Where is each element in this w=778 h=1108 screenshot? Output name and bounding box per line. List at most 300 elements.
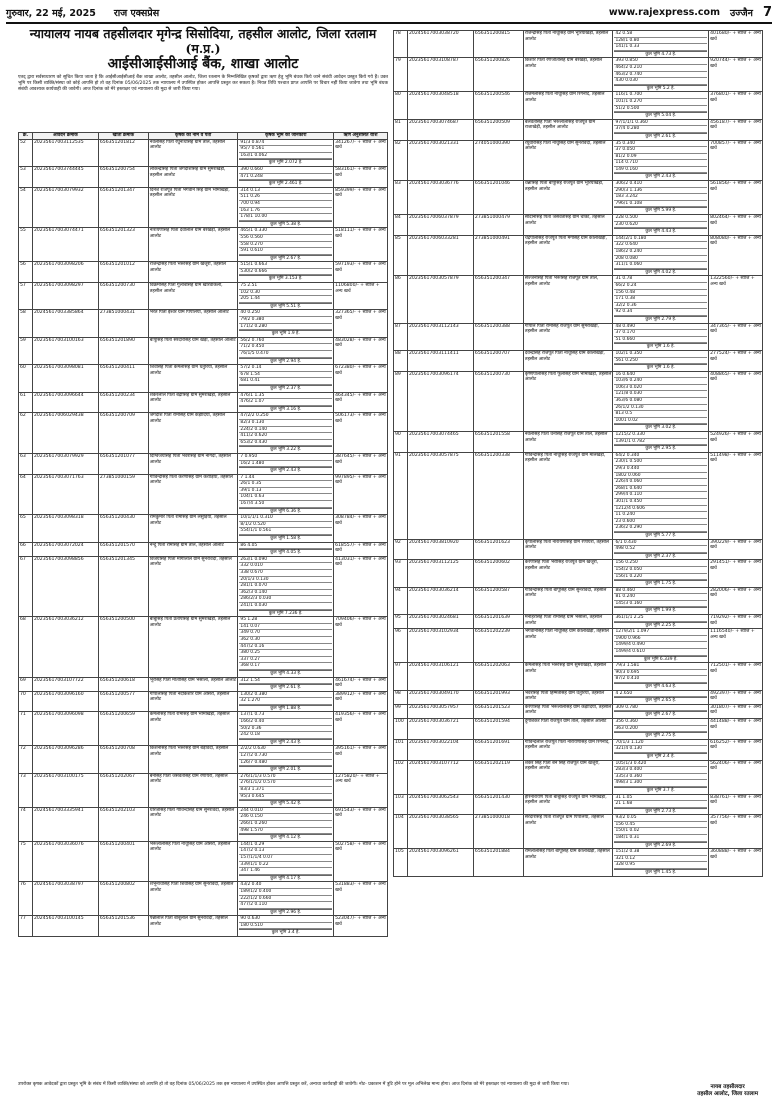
cell-sno: 87: [394, 323, 408, 350]
cell-sno: 70: [19, 691, 33, 712]
cell-land: [613, 587, 709, 614]
land-total: कुल भूमि 4.02 है.: [614, 269, 707, 276]
survey-entry: 163/1 0.062: [239, 152, 332, 159]
cell-name: नन्दु पिता रामसिंह ग्राम ताल, तहसील आलोट: [148, 542, 238, 556]
cell-account: 656351201536: [98, 916, 148, 937]
survey-entry: 76/1/5 0.470: [239, 351, 332, 358]
cell-sno: 66: [19, 542, 33, 556]
land-total: कुल भूमि 5.99 है.: [614, 207, 707, 214]
survey-entry: 82/3 0.130: [239, 419, 332, 426]
land-subtable: [614, 540, 707, 553]
cell-amount: 282006/- + ब्याज + अन्य खर्च: [709, 587, 763, 614]
cell-sno: 89: [394, 371, 408, 431]
land-total: कुल भूमि 3.153 है.: [239, 275, 332, 282]
footer-note: उपरोक्त कृषक आवेदकों द्वारा प्रस्तुत भूमि के संबंध में किसी व्यक्ति/संस्था को आपत्ति हो तो वह दिनांक 05/06/2025 तक इस न्यायालय में उपस्थित होकर आपत्ति प्रस्तुत करें, अन्यथा कार्यवाही की जावेगी। नोट- प्रकाशन में त्रुटि होने पर मूल अभिलेख मान्य होगा। आज दिनांक को मेरे हस्ताक्षर एवं न्यायालय की मुद्रा से जारी किया गया।: [18, 1082, 570, 1087]
notice-subtitle: आईसीआईसीआई बैंक, शाखा आलोट: [107, 56, 299, 72]
cell-sno: 58: [19, 310, 33, 337]
land-subtable: [614, 815, 707, 841]
table-row: [394, 539, 763, 560]
survey-entry: 208 0.080: [614, 255, 707, 262]
cell-land: [238, 617, 334, 677]
cell-account: 656351200577: [98, 691, 148, 712]
cell-amount: 401680/- + ब्याज + अन्य खर्च: [709, 31, 763, 58]
land-total: कुल भूमि 1.45 है.: [614, 869, 707, 876]
survey-entry: 70/1/3 1.120: [614, 740, 707, 746]
cell-account: 273851000479: [473, 215, 523, 236]
survey-entry: 141 0.07: [239, 623, 332, 630]
cell-amount: 672380/- + ब्याज + अन्य खर्च: [334, 365, 388, 392]
cell-amount: 441488/- + ब्याज + अन्य खर्च: [709, 718, 763, 739]
table-row: [19, 310, 388, 337]
table-row: [394, 235, 763, 276]
cell-name: कमलसिंह पिता रामसिंह ग्राम भीमाखेड़ा, तहसील आलोट: [148, 712, 238, 746]
survey-entry: 430 0.030: [614, 78, 707, 85]
land-subtable: [614, 560, 707, 580]
survey-entry: 347 1.46: [239, 868, 332, 875]
cell-name: शंभूनाथसिंह पिता शिवसिंह ग्राम सुनरावदा, तहसील आलोट: [148, 882, 238, 916]
survey-entry: 64/2 0.340: [614, 453, 707, 459]
cell-sno: 72: [19, 746, 33, 773]
cell-amount: 277524/- + ब्याज + अन्य खर्च: [709, 350, 763, 371]
col-name: कृषक का नाम व पता: [148, 133, 238, 140]
cell-application: 20235617003057957: [407, 704, 473, 718]
land-total: कुल भूमि 1.99 है.: [614, 607, 707, 614]
cell-sno: 103: [394, 794, 408, 815]
survey-entry: 154/2 0.050: [614, 566, 707, 573]
survey-entry: 4 2.650: [614, 691, 707, 697]
survey-entry: 312 1.54: [239, 678, 332, 684]
survey-entry: 151/2 0.38: [614, 849, 707, 855]
cell-sno: 99: [394, 704, 408, 718]
cell-sno: 100: [394, 718, 408, 739]
land-subtable: [614, 351, 707, 364]
table-row: [19, 916, 388, 937]
site-url: www.rajexpress.com: [608, 6, 720, 18]
land-subtable: [614, 372, 707, 425]
cell-name: भरत पिता ईश्वर ग्राम पिपलिया, तहसील आलोट: [148, 310, 238, 337]
land-total: कुल भूमि 5.38 है.: [239, 221, 332, 228]
cell-amount: 327365/- + ब्याज + अन्य खर्च: [334, 310, 388, 337]
land-subtable: [614, 236, 707, 269]
cell-account: 656351201594: [473, 718, 523, 739]
cell-land: [238, 365, 334, 392]
left-table-container: [18, 132, 388, 937]
survey-entry: 556 0.560: [239, 234, 332, 241]
land-total: कुल भूमि 3.16 है.: [239, 406, 332, 413]
cell-account: 656351200411: [98, 365, 148, 392]
land-subtable: [239, 746, 332, 766]
survey-entry: 144/1 0.29: [239, 842, 332, 848]
survey-entry: 29/3 0.440: [614, 466, 707, 473]
cell-name: गोपालसिंह पिता नंदकिशोर ग्राम ओसरा, तहसील आलोट: [148, 691, 238, 712]
land-total: कुल भूमि 2.61 है.: [239, 684, 332, 691]
land-total: कुल भूमि 1.75 है.: [614, 580, 707, 587]
cell-sno: 93: [394, 560, 408, 587]
cell-amount: 456187/- + ब्याज + अन्य खर्च: [709, 119, 763, 140]
table-row: [19, 712, 388, 746]
land-total: कुल भूमि 3.4 है.: [239, 929, 332, 936]
survey-entry: 121/8 0.030: [614, 391, 707, 398]
cell-account: 656351201691: [473, 739, 523, 760]
cell-application: 20235617003112125: [407, 560, 473, 587]
cell-amount: 562406/- + ब्याज + अन्य खर्च: [709, 760, 763, 794]
survey-entry: 71/2 0.450: [239, 344, 332, 351]
cell-application: 20235617003107722: [32, 677, 98, 691]
table-row: [19, 882, 388, 916]
survey-entry: 42 0.58: [614, 31, 707, 37]
survey-entry: 447/2 0.16: [239, 643, 332, 650]
cell-name: करणसिंह पिता भेरूलालसिंह ग्राम कड़ोदिया, तहसील आलोट: [523, 704, 613, 718]
cell-application: 20245617003038797: [32, 882, 98, 916]
table-row: [19, 139, 388, 166]
survey-entry: 95 1.28: [239, 617, 332, 623]
cell-sno: 88: [394, 350, 408, 371]
table-row: [19, 262, 388, 283]
survey-entry: 471 0.248: [239, 173, 332, 180]
land-total: कुल भूमि 3.22 है.: [239, 446, 332, 453]
cell-land: [238, 916, 334, 937]
cell-name: धन्नासिंह पिता बापूसिंह राजपूत ग्राम भूरियाखेड़ा, तहसील आलोट: [523, 181, 613, 215]
cell-application: 20235617003049170: [407, 690, 473, 704]
cell-amount: 524926/- + ब्याज + अन्य खर्च: [709, 432, 763, 453]
land-subtable: [614, 663, 707, 683]
survey-entry: 681 0.41: [239, 378, 332, 385]
land-subtable: [239, 774, 332, 800]
survey-entry: 6/1 0.430: [614, 540, 707, 546]
cell-name: बनेसिंह पिता जसवंतसिंह ग्राम रणायरा, तहसील आलोट: [148, 773, 238, 807]
cell-amount: 597193/- + ब्याज + अन्य खर्च: [334, 262, 388, 283]
cell-land: [613, 432, 709, 453]
masthead: [6, 4, 772, 20]
survey-entry: 477/2 0.110: [239, 902, 332, 909]
cell-amount: 808080/- + ब्याज + अन्य खर्च: [709, 235, 763, 276]
land-total: कुल भूमि 2.25 है.: [614, 622, 707, 629]
survey-entry: 95/3 0.645: [239, 793, 332, 800]
cell-name: पन्नालाल पिता बाबूलाल ग्राम सुनरावदा, तहसील आलोट: [148, 916, 238, 937]
land-subtable: [614, 276, 707, 316]
land-subtable: [239, 808, 332, 834]
cell-land: [238, 283, 334, 310]
cell-sno: 92: [394, 539, 408, 560]
survey-entry: 498/3 1.300: [614, 780, 707, 787]
cell-account: 656351201623: [473, 539, 523, 560]
land-subtable: [239, 283, 332, 303]
land-total: कुल भूमि 5.2 है.: [614, 85, 707, 92]
cell-name: भेरूलालसिंह पिता नाथूसिंह ग्राम ओसरा, तहसील आलोट: [148, 841, 238, 882]
survey-entry: 87/2 0.410: [614, 676, 707, 683]
cell-application: 20235617003112535: [32, 139, 98, 166]
cell-sno: 54: [19, 187, 33, 228]
land-total: कुल भूमि 7.236 है.: [239, 610, 332, 617]
cell-amount: 419356/- + ब्याज + अन्य खर्च: [334, 712, 388, 746]
col-sno: क्र.: [19, 133, 33, 140]
survey-entry: 653/2 0.430: [239, 439, 332, 446]
cell-application: 20245617003100145: [32, 916, 98, 937]
cell-land: [613, 350, 709, 371]
table-row: [19, 617, 388, 677]
cell-account: 656351202239: [473, 629, 523, 663]
land-subtable: [239, 454, 332, 467]
cell-sno: 91: [394, 452, 408, 539]
cell-application: 20245617003385864: [32, 310, 98, 337]
cell-sno: 59: [19, 337, 33, 364]
survey-entry: 8/1/2 0.520: [239, 521, 332, 528]
cell-sno: 104: [394, 815, 408, 849]
cell-application: 20235617003038565: [407, 815, 473, 849]
cell-land: [613, 815, 709, 849]
survey-entry: 561 0.250: [614, 357, 707, 364]
survey-entry: 266/1 0.260: [239, 820, 332, 827]
cell-name: दिग्विजयसिंह पिता भंवरसिंह ग्राम नागदा, तहसील आलोट: [148, 453, 238, 474]
cell-sno: 63: [19, 453, 33, 474]
land-subtable: [614, 58, 707, 84]
table-row: [19, 228, 388, 262]
survey-entry: 106/3 0.020: [614, 384, 707, 391]
survey-entry: 130/2 0.380: [239, 692, 332, 698]
paper-name: राज एक्सप्रेस: [113, 7, 160, 19]
cell-sno: 68: [19, 617, 33, 677]
signatory-title: नायब तहसीलदार: [710, 1084, 745, 1090]
land-total: कुल भूमि 2.73 है.: [614, 808, 707, 815]
cell-sno: 64: [19, 474, 33, 515]
cell-sno: 102: [394, 760, 408, 794]
land-subtable: [239, 557, 332, 610]
cell-amount: 341267/- + ब्याज + अन्य खर्च: [334, 139, 388, 166]
survey-entry: 411/2 0.620: [239, 433, 332, 440]
survey-entry: 189/1/2 0.400: [239, 888, 332, 895]
survey-entry: 362 0.30: [239, 636, 332, 643]
land-subtable: [239, 515, 332, 535]
cell-land: [238, 515, 334, 542]
land-table-right: [393, 30, 763, 877]
land-total: कुल भूमि 4.73 है.: [614, 51, 707, 58]
cell-land: [613, 663, 709, 690]
cell-sno: 75: [19, 841, 33, 882]
notice-paragraph: एतद् द्वारा सर्वसाधारण को सूचित किया जाता है कि आईसीआईसीआई बैंक शाखा आलोट, तहसील आलोट, जिला रतलाम के निम्नलिखित कृषकों द्वारा ऋण हेतु भूमि बंधक किये जाने संबंधी आवेदन प्रस्तुत किये गये हैं। उक्त भूमि पर किसी व्यक्ति/संस्था को कोई आपत्ति हो तो वह दिनांक 05/06/2025 तक न्यायालय में उपस्थित होकर आपत्ति प्रस्तुत कर सकता है। नियत तिथि पश्चात प्राप्त आपत्ति पर विचार नहीं किया जावेगा तथा भूमि बंधक संबंधी आवश्यक कार्यवाही की जावेगी। आज दिनांक को मेरे हस्ताक्षर एवं न्यायालय की मुद्रा से जारी किया गया।: [18, 75, 388, 92]
land-total: कुल भूमि 1.88 है.: [239, 705, 332, 712]
cell-land: [613, 371, 709, 431]
land-total: कुल भूमि 2.37 है.: [614, 553, 707, 560]
survey-entry: 51 0.660: [614, 336, 707, 343]
survey-entry: 226/4 0.060: [614, 479, 707, 486]
survey-entry: 31 1.05: [614, 795, 707, 801]
land-total: कुल भूमि 2.61 है.: [614, 133, 707, 140]
cell-name: सरदारसिंह पिता राजपूत ग्राम पिपलिया, तहसील आलोट: [523, 815, 613, 849]
table-row: [394, 92, 763, 119]
cell-sno: 67: [19, 556, 33, 616]
land-subtable: [614, 181, 707, 207]
cell-account: 656351201046: [473, 181, 523, 215]
survey-entry: 156 0.48: [614, 289, 707, 296]
table-row: [394, 31, 763, 58]
cell-account: 656351200659: [98, 712, 148, 746]
cell-application: 20235617003098318: [32, 515, 98, 542]
survey-entry: 16/2 1.480: [239, 460, 332, 467]
cell-account: 656351200754: [98, 166, 148, 187]
cell-amount: 691543/- + ब्याज + अन्य खर्च: [334, 807, 388, 841]
survey-entry: 337 0.27: [239, 656, 332, 663]
survey-entry: 390 0.660: [239, 167, 332, 173]
cell-account: 656351200618: [98, 677, 148, 691]
land-subtable: [614, 141, 707, 174]
cell-account: 656351200234: [98, 392, 148, 413]
survey-entry: 530/2 0.666: [239, 268, 332, 275]
cell-land: [238, 413, 334, 454]
table-row: [19, 841, 388, 882]
table-row: [19, 392, 388, 413]
survey-entry: 498 1.570: [239, 827, 332, 834]
cell-land: [613, 235, 709, 276]
table-row: [19, 283, 388, 310]
table-row: [19, 691, 388, 712]
survey-entry: 51/2 0.500: [614, 105, 707, 112]
cell-amount: 1116540/- + ब्याज + अन्य खर्च: [709, 629, 763, 663]
cell-land: [238, 262, 334, 283]
survey-entry: 205 1.44: [239, 296, 332, 303]
cell-application: 20235617003036721: [407, 718, 473, 739]
cell-sno: 79: [394, 58, 408, 92]
cell-account: 656351200587: [473, 587, 523, 614]
table-row: [19, 413, 388, 454]
survey-entry: 268/1 0.640: [614, 485, 707, 492]
land-subtable: [239, 140, 332, 160]
survey-entry: 16 0.640: [614, 372, 707, 378]
survey-entry: 241/1 0.030: [239, 602, 332, 609]
cell-application: 20235617003098206: [32, 262, 98, 283]
cell-land: [613, 452, 709, 539]
cell-name: धीरजसिंह पिता गोविन्दसिंह ग्राम सुनरावदा, तहसील आलोट: [148, 807, 238, 841]
land-subtable: [239, 338, 332, 358]
cell-application: 20235617003072024: [32, 542, 98, 556]
cell-sno: 74: [19, 807, 33, 841]
land-subtable: [614, 849, 707, 869]
cell-application: 20245617003810920: [407, 539, 473, 560]
survey-entry: 1900 0.966: [614, 635, 707, 642]
survey-entry: 1279/2/1 1.097: [614, 629, 707, 635]
cell-account: 656351200730: [98, 283, 148, 310]
survey-entry: 1391/1 0.782: [614, 438, 707, 445]
cell-amount: 719292/- + ब्याज + अन्य खर्च: [709, 615, 763, 629]
survey-entry: 1215/2 0.330: [614, 432, 707, 438]
cell-name: राजेन्द्रसिंह पिता भेरूसिंह ग्राम खजूरी, तहसील आलोट: [148, 262, 238, 283]
survey-entry: 7 1.44: [239, 475, 332, 481]
cell-name: जगदीश पिता रामसिंह ग्राम कड़ोदिया, तहसील आलोट: [148, 413, 238, 454]
cell-land: [238, 337, 334, 364]
cell-sno: 94: [394, 587, 408, 614]
land-total: कुल भूमि 1.6 है.: [614, 343, 707, 350]
cell-amount: 709406/- + ब्याज + अन्य खर्च: [334, 617, 388, 677]
survey-entry: 476/1 1.35: [239, 393, 332, 399]
cell-application: 20235617003079932: [32, 187, 98, 228]
cell-account: 656351201012: [98, 262, 148, 283]
cell-land: [613, 31, 709, 58]
cell-amount: 395161/- + ब्याज + अन्य खर्च: [334, 746, 388, 773]
survey-entry: 180 0.510: [239, 922, 332, 929]
table-row: [19, 773, 388, 807]
survey-entry: 90 0.630: [239, 916, 332, 922]
land-total: कुल भूमि 4.63 है.: [614, 683, 707, 690]
land-subtable: [239, 712, 332, 738]
land-total: कुल भूमि 2.43 है.: [239, 739, 332, 746]
cell-name: गोविन्दसिंह पिता बापूसिंह ग्राम सुनरावदा, तहसील आलोट: [523, 587, 613, 614]
survey-entry: 476/2 1.07: [239, 399, 332, 406]
survey-entry: 1499/4 0.490: [614, 642, 707, 649]
survey-entry: 127/2 0.730: [239, 753, 332, 760]
land-total: कुल भूमि 3.02 है.: [614, 424, 707, 431]
cell-name: शंकर सिंह पिता बने सिंह राजपूत ग्राम खजूरी, तहसील आलोट: [523, 760, 613, 794]
land-total: कुल भूमि 1.6 है.: [614, 364, 707, 371]
survey-entry: 283/3 0.400: [614, 767, 707, 774]
survey-entry: 104/1 0.63: [239, 494, 332, 501]
cell-name: कृपालसिंह पिता नारायणसिंह ग्राम रणायरा, तहसील आलोट: [523, 539, 613, 560]
cell-land: [238, 310, 334, 337]
cell-account: 656351201430: [473, 794, 523, 815]
right-table-container: [393, 30, 763, 877]
cell-application: 20235617003096098: [32, 712, 98, 746]
cell-sno: 98: [394, 690, 408, 704]
cell-amount: 413031/- + ब्याज + अन्य खर्च: [334, 556, 388, 616]
survey-entry: 463/2 0.740: [614, 71, 707, 78]
table-row: [394, 181, 763, 215]
notice-header: [18, 26, 388, 93]
cell-land: [238, 882, 334, 916]
survey-entry: 306/2 0.410: [614, 181, 707, 187]
table-row: [394, 350, 763, 371]
survey-entry: 31 0.78: [614, 276, 707, 282]
cell-account: 274051000390: [473, 140, 523, 181]
survey-entry: 362/3 0.140: [239, 589, 332, 596]
survey-entry: 116/1 0.700: [614, 92, 707, 98]
survey-entry: 554/1/1 0.561: [239, 528, 332, 535]
land-subtable: [614, 691, 707, 698]
cell-sno: 57: [19, 283, 33, 310]
survey-entry: 186/2 0.240: [614, 249, 707, 256]
survey-entry: 156/1 0.220: [614, 573, 707, 580]
land-subtable: [614, 705, 707, 712]
cell-account: 273851000431: [98, 310, 148, 337]
survey-entry: 184/1 0.31: [614, 835, 707, 842]
cell-land: [238, 166, 334, 187]
cell-account: 656351202119: [473, 760, 523, 794]
survey-entry: 48 0.490: [614, 324, 707, 330]
cell-name: विक्रमसिंह पिता गुलाबसिंह ग्राम खारवाकलां, तहसील आलोट: [148, 283, 238, 310]
survey-entry: 47/2/2 0.250: [239, 413, 332, 419]
land-total: कुल भूमि 5.51 है.: [239, 303, 332, 310]
cell-application: 20245617003038720: [407, 31, 473, 58]
cell-application: 20235617003098081: [32, 365, 98, 392]
survey-entry: 222/1/2 0.660: [239, 895, 332, 902]
land-total: कुल भूमि 5.77 है.: [614, 532, 707, 539]
issue-date: गुरुवार, 22 मई, 2025: [6, 7, 96, 19]
cell-name: भंवरसिंह पिता हिम्मतसिंह ग्राम धतुरिया, तहसील आलोट: [523, 690, 613, 704]
cell-sno: 82: [394, 140, 408, 181]
land-total: कुल भूमि 5.42 है.: [239, 800, 332, 807]
cell-name: गोपाल पिता रामसिंह राजपूत ग्राम सुमराखेड़ी, तहसील आलोट: [523, 323, 613, 350]
notice-title: न्यायालय नायब तहसीलदार मृगेन्द्र सिसोदिया, तहसील आलोट, जिला रतलाम (म.प्र.): [29, 26, 377, 56]
cell-account: 656351200802: [98, 882, 148, 916]
survey-entry: 114 0.710: [614, 160, 707, 167]
land-total: कुल भूमि 2.79 है.: [614, 316, 707, 323]
cell-account: 656351201639: [473, 615, 523, 629]
cell-application: 20235617003036076: [32, 841, 98, 882]
cell-sno: 52: [19, 139, 33, 166]
survey-entry: 32 1.270: [239, 698, 332, 705]
survey-entry: 97/1/1/1 0.360: [614, 120, 707, 126]
land-subtable: [239, 413, 332, 446]
cell-amount: 838761/- + ब्याज + अन्य खर्च: [709, 794, 763, 815]
cell-application: 20235617003108787: [407, 58, 473, 92]
col-land: कृषक भूमि की जानकारी: [238, 133, 334, 140]
